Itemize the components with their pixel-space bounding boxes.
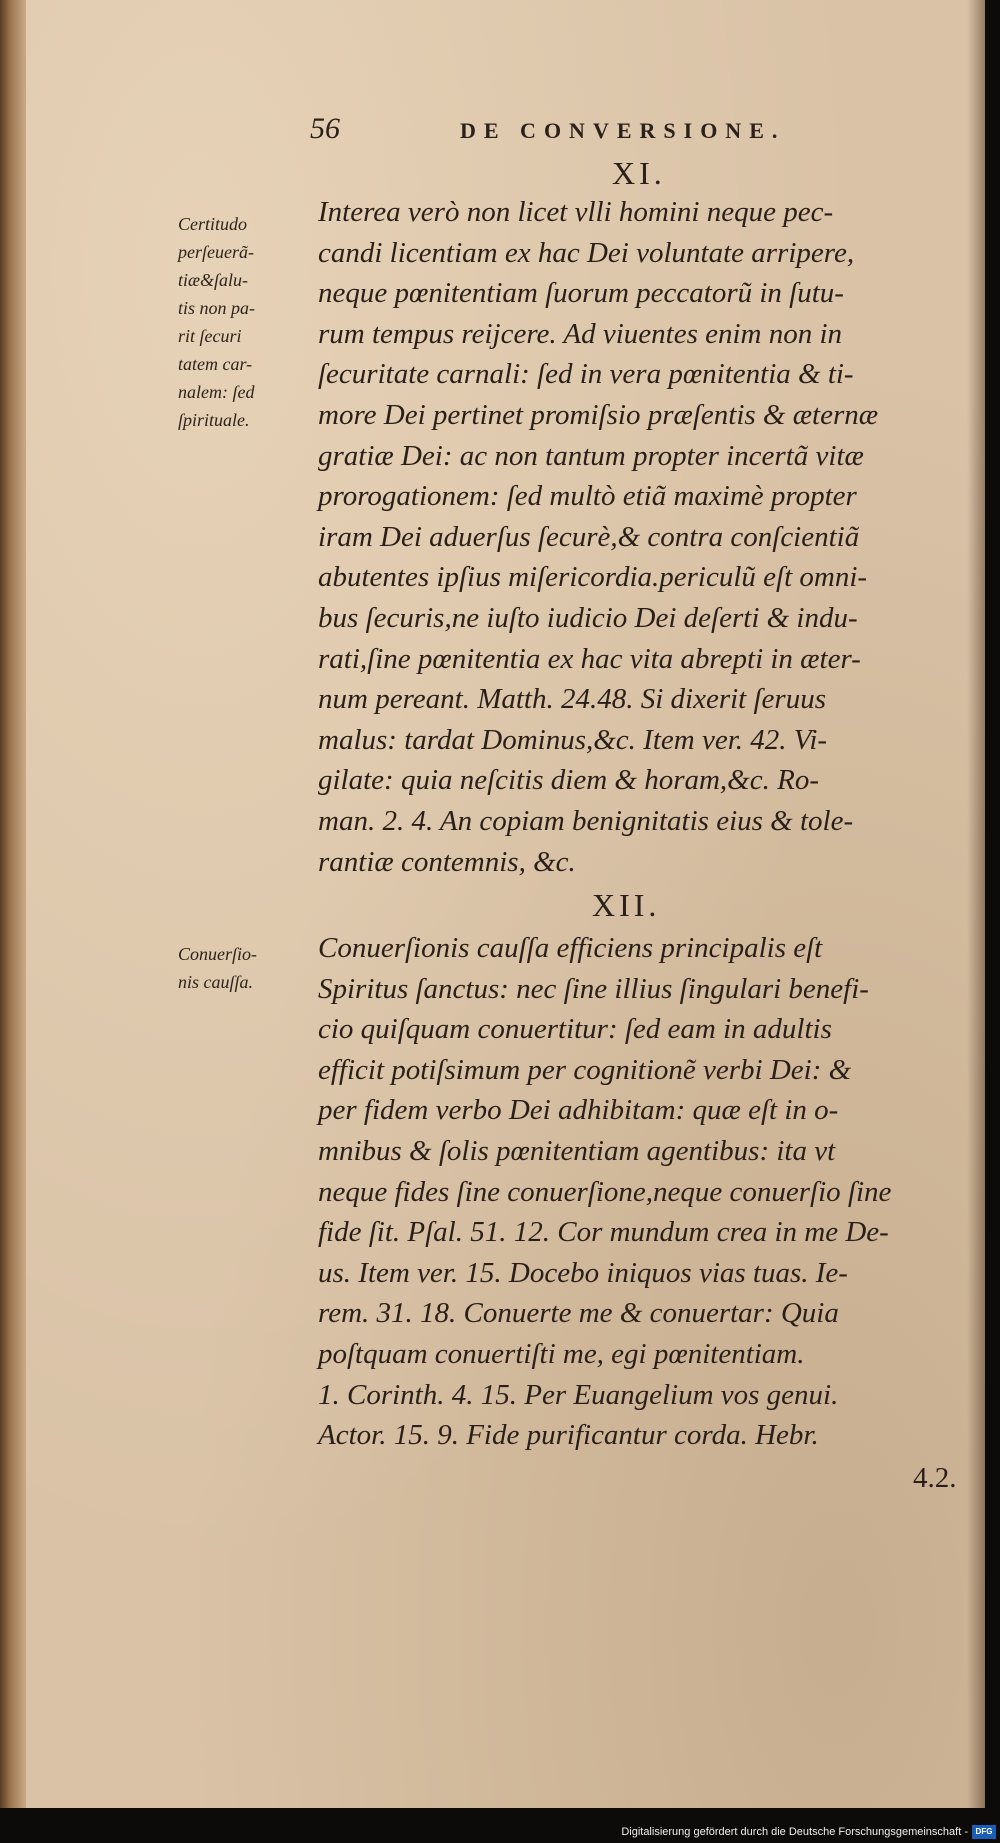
text-line: rem. 31. 18. Conuerte me & conuertar: Quia [318,1297,839,1330]
dfg-logo-icon: DFG [972,1825,996,1839]
text-line: us. Item ver. 15. Docebo iniquos vias tuas. Ie- [318,1256,848,1289]
text-line: man. 2. 4. An copiam benignitatis eius & tole- [318,804,854,837]
digitization-footer [0,1823,1000,1843]
margin-note-line: ſpirituale. [178,410,250,430]
text-line: Conuerſionis cauſſa efficiens principalis eſt [318,932,823,964]
text-line: rum tempus reijcere. Ad viuentes enim non in [318,317,843,350]
text-line: num pereant. Matth. 24.48. Si dixerit ſeruus [318,683,826,716]
text-line: mnibus & ſolis pœnitentiam agentibus: ita vt [318,1134,836,1167]
margin-note-line: Conuerſio- [178,944,257,964]
text-line: prorogationem: ſed multò etiã maximè propter [318,480,857,513]
text-line: rati,ſine pœnitentia ex hac vita abrepti in æter- [318,642,861,675]
text-line: per fidem verbo Dei adhibitam: quæ eſt in o- [318,1094,839,1127]
section-numeral-xi: XI. [612,155,666,191]
text-line: ſecuritate carnali: ſed in vera pœnitentia & ti- [318,358,854,391]
text-line: 1. Corinth. 4. 15. Per Euangelium vos genui. [318,1378,839,1411]
text-line: poſtquam conuertiſti me, egi pœnitentiam. [318,1337,805,1370]
margin-note-conuersionis [178,940,320,996]
text-line: abutentes ipſius miſericordia.periculũ eſt omni- [318,561,868,594]
text-line: Interea verò non licet vlli homini neque pec- [318,196,834,228]
text-line: candi licentiam ex hac Dei voluntate arripere, [318,236,855,269]
margin-note-line: perſeuerã- [178,242,254,262]
text-line: neque pœnitentiam ſuorum peccatorũ in ſutu- [318,277,844,310]
text-line: malus: tardat Dominus,&c. Item ver. 42. Vi- [318,723,828,756]
margin-note-line: tiæ&ſalu- [178,270,249,290]
margin-note-line: rit ſecuri [178,326,242,346]
text-line: cio quiſquam conuertitur: ſed eam in adultis [318,1013,832,1046]
running-head: DE CONVERSIONE. [460,118,786,143]
text-line: Actor. 15. 9. Fide purificantur corda. Hebr. [318,1419,819,1452]
section-xi-text [318,192,968,882]
margin-note-certitudo [178,210,320,434]
margin-note-line: nis cauſſa. [178,972,253,992]
text-line: rantiæ contemnis, &c. [318,845,576,878]
funding-credit: Digitalisierung gefördert durch die Deutsche Forschungsgemeinschaft - [621,1826,968,1838]
section-xii-text [318,928,968,1456]
text-line: more Dei pertinet promiſsio præſentis & æternæ [318,398,879,431]
text-line: fide ſit. Pſal. 51. 12. Cor mundum crea in me De- [318,1216,889,1249]
text-line: neque fides ſine conuerſione,neque conuerſio ſine [318,1175,892,1208]
text-line: gilate: quia neſcitis diem & horam,&c. Ro- [318,764,819,797]
text-line: Spiritus ſanctus: nec ſine illius ſingulari benefi- [318,972,869,1005]
text-line: bus ſecuris,ne iuſto iudicio Dei deſerti & indu- [318,601,858,634]
section-numeral-xii: XII. [592,887,661,923]
text-line: efficit potiſsimum per cognitionẽ verbi Dei: & [318,1053,852,1086]
text-line: gratiæ Dei: ac non tantum propter incertã vitæ [318,439,864,472]
margin-note-line: tis non pa- [178,298,256,318]
margin-note-line: nalem: ſed [178,382,255,402]
catchword: 4.2. [913,1462,957,1494]
margin-note-line: tatem car- [178,354,253,374]
page-header [310,112,850,152]
page-edge-shadow [967,0,985,1808]
text-line: iram Dei aduerſus ſecurè,& contra conſcientiã [318,520,860,553]
margin-note-line: Certitudo [178,214,248,234]
binding-shadow [0,0,26,1808]
page-number: 56 [310,112,340,145]
